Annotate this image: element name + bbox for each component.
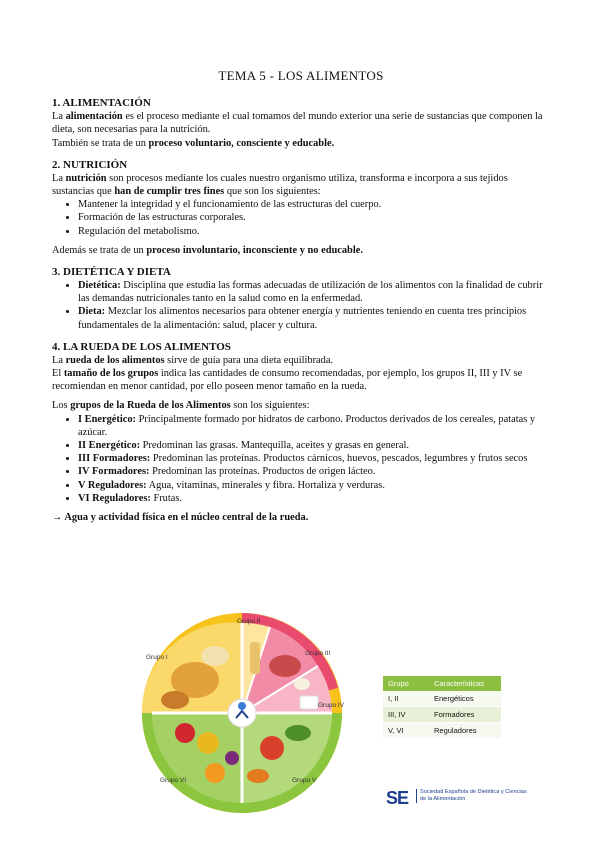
bullet-list bbox=[52, 413, 550, 505]
section-heading: 1. ALIMENTACIÓN bbox=[52, 97, 151, 110]
bold-term: proceso involuntario, inconsciente y no educable. bbox=[146, 244, 363, 256]
list-item bbox=[78, 279, 550, 305]
wheel-label-grupo-iv: Grupo IV bbox=[318, 702, 345, 709]
wheel-label-grupo-ii: Grupo II bbox=[237, 618, 261, 625]
bold-term: → Agua y actividad física en el núcleo central de la rueda. bbox=[52, 512, 309, 524]
pasta-icon bbox=[201, 646, 229, 666]
bold-term: Dietética: bbox=[78, 280, 121, 292]
grape-icon bbox=[225, 751, 239, 765]
paragraph bbox=[52, 137, 550, 150]
bold-term: tamaño de los grupos bbox=[63, 368, 159, 380]
water-drop-icon bbox=[238, 702, 246, 710]
wheel-label-grupo-i: Grupo I bbox=[146, 654, 168, 661]
bold-term: II Energético: bbox=[78, 440, 141, 452]
text: Mezclar los alimentos necesarios para obtener energía y nutrientes teniendo en cuenta tres principios fundamentales de la alimentación: salud, placer y cultura. bbox=[78, 306, 527, 331]
section-heading: 3. DIETÉTICA Y DIETA bbox=[52, 266, 171, 279]
section-nutricion bbox=[52, 158, 550, 257]
text: La bbox=[52, 172, 66, 184]
wheel-label-grupo-iii: Grupo III bbox=[305, 650, 331, 657]
text: Agua, vitaminas, minerales y fibra. Hortaliza y verduras. bbox=[146, 479, 385, 491]
list-item bbox=[78, 465, 550, 478]
text: Predominan las proteínas. Productos de origen lácteo. bbox=[149, 466, 376, 478]
table-row bbox=[383, 691, 501, 707]
text: sirve de guía para una dieta equilibrada. bbox=[164, 354, 334, 366]
text: son los siguientes: bbox=[230, 400, 310, 412]
tomato-icon bbox=[260, 736, 284, 760]
list-item bbox=[78, 452, 550, 465]
bold-term: VI Reguladores: bbox=[78, 492, 151, 504]
meat-icon bbox=[269, 655, 301, 677]
paragraph bbox=[52, 367, 550, 393]
bold-term: Dieta: bbox=[78, 306, 106, 318]
paragraph bbox=[52, 110, 550, 136]
text: son procesos mediante los cuales nuestro organismo utiliza, transforma e incorpora a sus tejidos sustancias que bbox=[52, 172, 508, 198]
text: Frutas. bbox=[150, 492, 183, 504]
text: Los bbox=[52, 400, 71, 412]
apple-icon bbox=[175, 723, 195, 743]
table-cell: Reguladores bbox=[429, 723, 501, 739]
potato-icon bbox=[161, 691, 189, 709]
table-header-row bbox=[383, 676, 501, 691]
table-row bbox=[383, 723, 501, 739]
list-item bbox=[78, 413, 550, 439]
paragraph bbox=[52, 354, 550, 367]
oil-bottle-icon bbox=[250, 642, 260, 674]
text: Predominan las proteínas. Productos cárnicos, huevos, pescados, legumbres y frutos secos bbox=[150, 453, 528, 465]
paragraph bbox=[52, 172, 550, 198]
text: La bbox=[52, 111, 66, 123]
groups-legend-table bbox=[383, 676, 501, 739]
table-header: Grupo bbox=[383, 676, 429, 691]
text: También se trata de un bbox=[52, 137, 149, 149]
arrow-note bbox=[52, 511, 550, 524]
bold-term: V Reguladores: bbox=[78, 479, 147, 491]
section-alimentacion bbox=[52, 96, 550, 150]
sedca-logo-text: Sociedad Española de Dietética y Ciencias de la Alimentación bbox=[416, 789, 530, 803]
bold-term: alimentación bbox=[65, 111, 123, 123]
list-item bbox=[78, 479, 550, 492]
bold-term: grupos de la Rueda de los Alimentos bbox=[70, 400, 231, 412]
list-item: • Regulación del metabolismo. bbox=[78, 225, 550, 238]
section-dietetica bbox=[52, 265, 550, 332]
bold-term: IV Formadores: bbox=[78, 466, 150, 478]
text: La bbox=[52, 354, 66, 366]
sedca-logo-mark: SE bbox=[386, 788, 409, 808]
section-rueda bbox=[52, 340, 550, 524]
text: Disciplina que estudia las formas adecuadas de utilización de los alimentos con la finalidad de cubrir las demandas nutricionales tanto en la salud como en la enfermedad. bbox=[78, 280, 543, 305]
lettuce-icon bbox=[285, 725, 311, 741]
table-cell: V, VI bbox=[383, 723, 429, 739]
wheel-label-grupo-vi: Grupo VI bbox=[160, 777, 187, 784]
text: El bbox=[52, 368, 64, 380]
bold-term: III Formadores: bbox=[78, 453, 151, 465]
list-item: • Mantener la integridad y el funcionamiento de las estructuras del cuerpo. bbox=[78, 198, 550, 211]
carrot-icon bbox=[247, 769, 269, 783]
table-cell: Energéticos bbox=[429, 691, 501, 707]
paragraph bbox=[52, 399, 550, 412]
paragraph bbox=[52, 244, 550, 257]
bold-term: nutrición bbox=[65, 172, 107, 184]
sector-grupo-v bbox=[242, 713, 332, 803]
bullet-list bbox=[52, 279, 550, 332]
table-cell: Formadores bbox=[429, 707, 501, 723]
bold-term: I Energético: bbox=[78, 413, 136, 425]
table-row bbox=[383, 707, 501, 723]
text: Predominan las grasas. Mantequilla, aceites y grasas en general. bbox=[140, 440, 409, 452]
banana-icon bbox=[197, 732, 219, 754]
bold-term: han de cumplir tres fines bbox=[114, 186, 225, 198]
text: que son los siguientes: bbox=[224, 186, 321, 198]
list-item bbox=[78, 492, 550, 505]
milk-icon bbox=[300, 696, 318, 709]
text: es el proceso mediante el cual tomamos del mundo exterior una serie de sustancias que componen la dieta, son necesarias para la nutrición. bbox=[52, 111, 543, 136]
table-cell: III, IV bbox=[383, 707, 429, 723]
text: indica las cantidades de consumo recomendadas, por ejemplo, los grupos II, III y IV se recomiendan en menor cantidad, por ello poseen menor tamaño en la rueda. bbox=[52, 368, 523, 393]
table-cell: I, II bbox=[383, 691, 429, 707]
table-header: Características bbox=[429, 676, 501, 691]
text: Principalmente formado por hidratos de carbono. Productos derivados de los cereales, patatas y azúcar. bbox=[78, 413, 536, 438]
list-item bbox=[78, 439, 550, 452]
bold-term: rueda de los alimentos bbox=[65, 354, 165, 366]
page-title: TEMA 5 - LOS ALIMENTOS bbox=[218, 68, 384, 83]
section-heading: 4. LA RUEDA DE LOS ALIMENTOS bbox=[52, 340, 231, 353]
bold-term: proceso voluntario, consciente y educable. bbox=[148, 137, 335, 149]
egg-icon bbox=[294, 678, 310, 690]
section-heading: 2. NUTRICIÓN bbox=[52, 158, 128, 171]
list-item: • Formación de las estructuras corporales. bbox=[78, 211, 550, 224]
list-item bbox=[78, 305, 550, 331]
text: Además se trata de un bbox=[52, 244, 147, 256]
orange-icon bbox=[205, 763, 225, 783]
bullet-list bbox=[52, 198, 550, 238]
sedca-logo bbox=[386, 786, 526, 816]
wheel-label-grupo-v: Grupo V bbox=[292, 777, 317, 784]
